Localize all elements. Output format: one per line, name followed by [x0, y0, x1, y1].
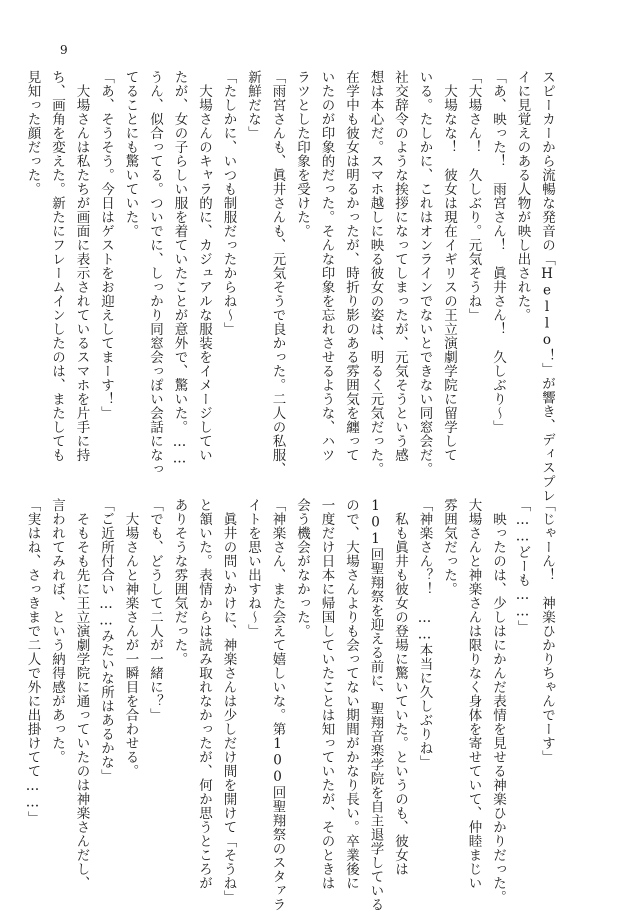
- text-line: 「じゃーん！ 神楽ひかりちゃんでーす」: [539, 498, 555, 764]
- text-line: 見知った顔だった。: [24, 70, 41, 196]
- text-line: 会う機会がなかった。: [294, 498, 310, 638]
- text-line: 101回聖翔祭を迎える前に、聖翔音楽学院を自主退学している: [367, 498, 384, 912]
- text-line: ち、画角を変えた。新たにフレームインしたのは、またしても: [49, 70, 65, 462]
- text-line: 「……どーも……」: [514, 498, 531, 634]
- text-line: 大場さんと神楽さんは限りなく身体を寄せていて、仲睦まじい: [465, 498, 482, 890]
- upper-text-block: [20, 70, 559, 503]
- text-line: 言われてみれば、という納得感があった。: [49, 498, 65, 764]
- text-line: 「実はね、さっきまで二人で外に出掛けてて……」: [24, 498, 41, 825]
- text-line: 大場さんと神楽さんが一瞬目を合わせる。: [122, 511, 139, 778]
- text-line: 在学中も彼女は明るかったが、時折り影のある雰囲気を纏って: [343, 70, 359, 462]
- text-line: 大場さんは私たちが画面に表示されているスマホを片手に持: [73, 83, 90, 462]
- text-line: ので、大場さんよりも会ってない期間がかなり長い。卒業後に: [343, 498, 359, 890]
- text-line: 想は本心だ。スマホ越しに映る彼女の姿は、明るく元気だった。: [367, 70, 384, 476]
- text-line: 大場さんのキャラ的に、カジュアルな服装をイメージしてい: [196, 83, 212, 462]
- text-line: てることにも驚いていた。: [122, 70, 139, 238]
- text-line: と頷いた。表情からは読み取れなかったが、何か思うところが: [196, 498, 212, 890]
- text-line: スピーカーから流暢な発音の「Hello！」が響き、ディスプレ: [539, 70, 555, 503]
- text-line: 「でも、どうして二人が一緒に？」: [147, 498, 163, 722]
- text-line: イトを思い出すね～」: [245, 498, 261, 638]
- text-line: たが、女の子らしい服を着ていたことが意外で、驚いた。……: [171, 70, 188, 467]
- text-line: 私も眞井も彼女の登場に驚いていた。というのも、彼女は: [392, 511, 408, 876]
- text-line: ラツとした印象を受けた。: [294, 70, 310, 238]
- text-line: ありそうな雰囲気だった。: [171, 498, 188, 666]
- text-line: 「たしかに、いつも制服だったからね～」: [220, 70, 237, 336]
- text-line: 「あ、映った！ 雨宮さん！ 眞井さん！ 久しぶり～」: [490, 70, 506, 434]
- text-line: 眞井の問いかけに、神楽さんは少しだけ間を開けて「そうね」: [220, 511, 237, 904]
- page-number: 9: [60, 43, 68, 57]
- text-line: 一度だけ日本に帰国していたことは知っていたが、そのときは: [318, 498, 335, 890]
- text-line: 「神楽さん？！ ……本当に久しぶりね」: [416, 498, 433, 769]
- text-line: 社交辞令のような挨拶になってしまったが、元気そうという感: [392, 70, 408, 462]
- text-line: そもそも先に王立演劇学院に通っていたのは神楽さんだし、: [73, 511, 90, 890]
- text-line: 「神楽さん、また会えて嬉しいな。第100回聖翔祭のスタァラ: [269, 498, 286, 912]
- text-line: イに見覚えのある人物が映し出された。: [514, 70, 531, 322]
- text-line: 「ご近所付合い……みたいな所はあるかな」: [98, 498, 114, 783]
- text-line: 映ったのは、少しはにかんだ表情を見せる神楽ひかりだった。: [490, 511, 506, 904]
- text-line: いる。たしかに、これはオンラインでないとできない同窓会だ。: [416, 70, 433, 476]
- text-line: 「大場さん！ 久しぶり。元気そうね」: [465, 70, 482, 322]
- text-line: 「あ、そうそう。今日はゲストをお迎えしてまーす！」: [98, 70, 114, 420]
- lower-text-block: [20, 498, 559, 912]
- text-line: 新鮮だな」: [245, 70, 261, 140]
- text-line: 「雨宮さんも、眞井さんも、元気そうで良かった。二人の私服、: [269, 70, 286, 476]
- text-line: 大場なな！ 彼女は現在イギリスの王立演劇学院に留学して: [441, 83, 457, 462]
- text-line: いたのが印象的だった。そんな印象を忘れさせるような、ハツ: [318, 70, 335, 462]
- text-line: 雰囲気だった。: [441, 498, 457, 596]
- text-line: うん、似合ってる。ついでに、しっかり同窓会っぽい会話になっ: [147, 70, 163, 476]
